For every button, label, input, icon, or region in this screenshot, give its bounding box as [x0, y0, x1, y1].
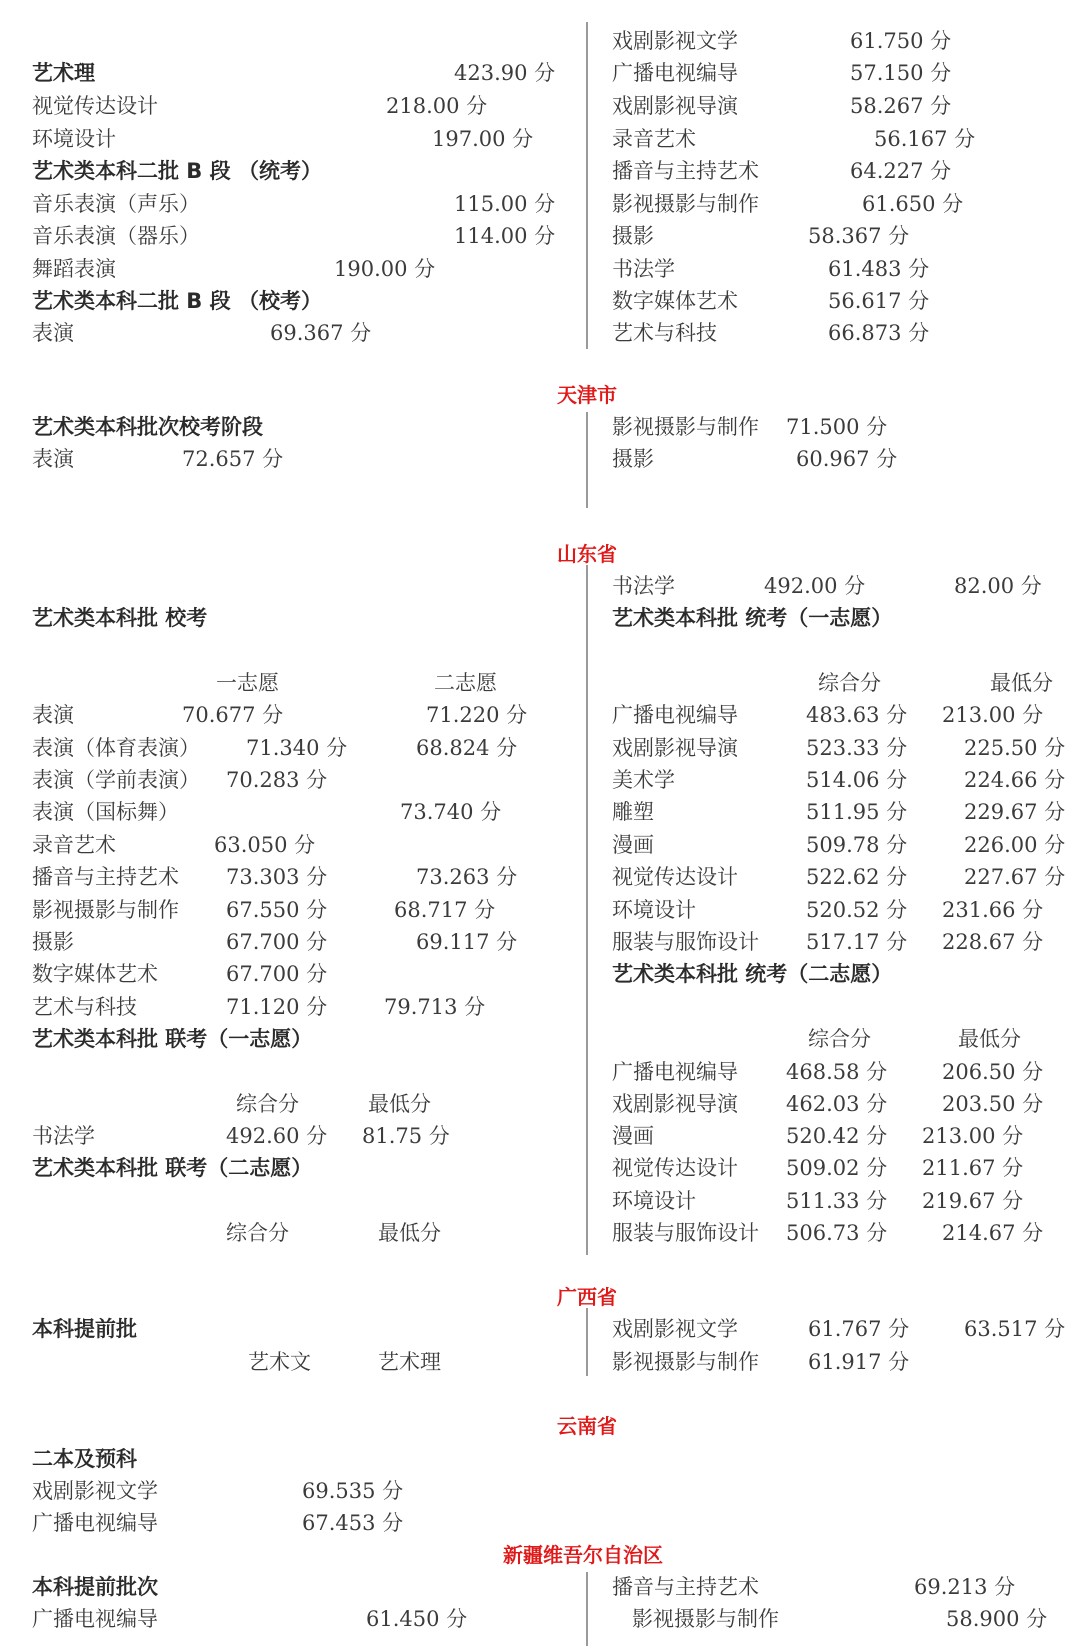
row-second: 68.717 分 — [394, 898, 496, 922]
row-label: 戏剧影视文学 — [32, 1479, 158, 1503]
row-total: 523.33 分 — [806, 736, 908, 760]
column-header: 综合分 — [818, 671, 881, 695]
column-divider-top — [586, 22, 588, 349]
row-label: 录音艺术 — [32, 833, 116, 857]
row-label: 摄影 — [32, 930, 74, 954]
column-divider-xinjiang — [586, 1572, 588, 1646]
row-min: 229.67 分 — [964, 800, 1066, 824]
section-heading: 艺术类本科批 统考（一志愿） — [612, 606, 893, 630]
row-total: 522.62 分 — [806, 865, 908, 889]
row-total: 511.95 分 — [806, 800, 908, 824]
section-heading: 艺术类本科批 联考（二志愿） — [32, 1156, 313, 1180]
row-label: 表演 — [32, 447, 74, 471]
row-label: 影视摄影与制作 — [612, 192, 759, 216]
row-score: 66.873 分 — [828, 321, 930, 345]
row-score: 69.367 分 — [270, 321, 372, 345]
row-score: 58.367 分 — [808, 224, 910, 248]
section-heading: 艺术类本科批 校考 — [32, 606, 208, 630]
row-label: 戏剧影视导演 — [612, 94, 738, 118]
row-label: 戏剧影视导演 — [612, 736, 738, 760]
row-label: 美术学 — [612, 768, 675, 792]
column-header: 最低分 — [958, 1027, 1021, 1051]
art-science-score: 423.90 分 — [454, 61, 556, 85]
row-second: 73.263 分 — [416, 865, 518, 889]
row-first: 73.303 分 — [226, 865, 328, 889]
row-total: 506.73 分 — [786, 1221, 888, 1245]
column-header: 二志愿 — [434, 671, 497, 695]
row-label: 视觉传达设计 — [32, 94, 158, 118]
row-first: 67.550 分 — [226, 898, 328, 922]
row-score: 61.750 分 — [850, 29, 952, 53]
row-first: 67.700 分 — [226, 930, 328, 954]
region-title-yunnan: 云南省 — [557, 1414, 617, 1438]
row-label: 广播电视编导 — [32, 1607, 158, 1631]
row-label: 环境设计 — [612, 1189, 696, 1213]
row-label: 播音与主持艺术 — [32, 865, 179, 889]
row-label: 服装与服饰设计 — [612, 930, 759, 954]
row-total: 483.63 分 — [806, 703, 908, 727]
row-label: 播音与主持艺术 — [612, 1575, 759, 1599]
column-header: 艺术文 — [248, 1350, 311, 1374]
row-label: 录音艺术 — [612, 127, 696, 151]
row-label: 戏剧影视文学 — [612, 29, 738, 53]
row-label: 影视摄影与制作 — [612, 1350, 759, 1374]
row-min: 224.66 分 — [964, 768, 1066, 792]
region-title-guangxi: 广西省 — [557, 1285, 617, 1309]
row-score: 56.167 分 — [874, 127, 976, 151]
row-label: 视觉传达设计 — [612, 1156, 738, 1180]
row-total: 517.17 分 — [806, 930, 908, 954]
row-label: 雕塑 — [612, 800, 654, 824]
row-score: 60.967 分 — [796, 447, 898, 471]
region-title-shandong: 山东省 — [557, 542, 617, 566]
row-min: 219.67 分 — [922, 1189, 1024, 1213]
row-label: 视觉传达设计 — [612, 865, 738, 889]
row-score: 56.617 分 — [828, 289, 930, 313]
row-label: 表演（学前表演） — [32, 768, 200, 792]
row-label: 艺术与科技 — [612, 321, 717, 345]
row-label: 数字媒体艺术 — [612, 289, 738, 313]
row-label: 书法学 — [612, 257, 675, 281]
row-label: 广播电视编导 — [612, 703, 738, 727]
row-label: 环境设计 — [612, 898, 696, 922]
row-label: 环境设计 — [32, 127, 116, 151]
column-header: 综合分 — [236, 1092, 299, 1116]
row-sci: 63.517 分 — [964, 1317, 1066, 1341]
column-divider-guangxi — [586, 1308, 588, 1376]
row-label: 播音与主持艺术 — [612, 159, 759, 183]
row-min: 226.00 分 — [964, 833, 1066, 857]
row-arts: 61.767 分 — [808, 1317, 910, 1341]
row-label: 戏剧影视导演 — [612, 1092, 738, 1116]
row-first: 67.700 分 — [226, 962, 328, 986]
row-first: 71.340 分 — [246, 736, 348, 760]
column-header: 艺术理 — [378, 1350, 441, 1374]
row-score: 61.450 分 — [366, 1607, 468, 1631]
row-arts: 61.917 分 — [808, 1350, 910, 1374]
row-first: 63.050 分 — [214, 833, 316, 857]
row-total: 520.52 分 — [806, 898, 908, 922]
row-total: 492.60 分 — [226, 1124, 328, 1148]
section-heading: 艺术类本科批 联考（一志愿） — [32, 1027, 313, 1051]
row-total: 520.42 分 — [786, 1124, 888, 1148]
row-label: 书法学 — [32, 1124, 95, 1148]
row-min: 231.66 分 — [942, 898, 1044, 922]
row-min: 213.00 分 — [922, 1124, 1024, 1148]
row-total: 492.00 分 — [764, 574, 866, 598]
row-second: 79.713 分 — [384, 995, 486, 1019]
section-heading: 艺术类本科批次校考阶段 — [32, 415, 263, 439]
section-heading: 二本及预科 — [32, 1447, 137, 1471]
section-heading: 本科提前批 — [32, 1317, 137, 1341]
row-label: 书法学 — [612, 574, 675, 598]
row-score: 57.150 分 — [850, 61, 952, 85]
row-score: 67.453 分 — [302, 1511, 404, 1535]
row-min: 214.67 分 — [942, 1221, 1044, 1245]
row-min: 203.50 分 — [942, 1092, 1044, 1116]
row-min: 82.00 分 — [954, 574, 1042, 598]
column-header: 综合分 — [226, 1221, 289, 1245]
row-label: 广播电视编导 — [612, 1060, 738, 1084]
row-label: 摄影 — [612, 447, 654, 471]
row-score: 58.267 分 — [850, 94, 952, 118]
column-header: 最低分 — [368, 1092, 431, 1116]
row-second: 68.824 分 — [416, 736, 518, 760]
row-min: 227.67 分 — [964, 865, 1066, 889]
art-science-label: 艺术理 — [32, 61, 95, 85]
row-label: 广播电视编导 — [32, 1511, 158, 1535]
row-label: 摄影 — [612, 224, 654, 248]
row-label: 漫画 — [612, 1124, 654, 1148]
row-first: 70.677 分 — [182, 703, 284, 727]
section-heading: 艺术类本科批 统考（二志愿） — [612, 962, 893, 986]
row-label: 舞蹈表演 — [32, 257, 116, 281]
row-first: 71.120 分 — [226, 995, 328, 1019]
row-min: 211.67 分 — [922, 1156, 1024, 1180]
section-heading: 艺术类本科二批 B 段 （统考） — [32, 159, 322, 183]
row-score: 218.00 分 — [386, 94, 488, 118]
row-total: 468.58 分 — [786, 1060, 888, 1084]
row-total: 509.02 分 — [786, 1156, 888, 1180]
row-label: 漫画 — [612, 833, 654, 857]
row-score: 64.227 分 — [850, 159, 952, 183]
row-score: 72.657 分 — [182, 447, 284, 471]
row-first: 70.283 分 — [226, 768, 328, 792]
row-score: 61.483 分 — [828, 257, 930, 281]
row-score: 61.650 分 — [862, 192, 964, 216]
row-min: 228.67 分 — [942, 930, 1044, 954]
row-label: 影视摄影与制作 — [32, 898, 179, 922]
row-min: 225.50 分 — [964, 736, 1066, 760]
row-label: 表演 — [32, 321, 74, 345]
row-score: 197.00 分 — [432, 127, 534, 151]
row-label: 服装与服饰设计 — [612, 1221, 759, 1245]
row-score: 190.00 分 — [334, 257, 436, 281]
section-heading: 本科提前批次 — [32, 1575, 158, 1599]
row-score: 69.213 分 — [914, 1575, 1016, 1599]
column-header: 综合分 — [808, 1027, 871, 1051]
row-label: 音乐表演（声乐） — [32, 192, 200, 216]
row-label: 表演 — [32, 703, 74, 727]
column-header: 最低分 — [990, 671, 1053, 695]
row-score: 115.00 分 — [454, 192, 556, 216]
row-second: 73.740 分 — [400, 800, 502, 824]
row-label: 艺术与科技 — [32, 995, 137, 1019]
row-total: 511.33 分 — [786, 1189, 888, 1213]
column-header: 最低分 — [378, 1221, 441, 1245]
row-score: 114.00 分 — [454, 224, 556, 248]
row-min: 206.50 分 — [942, 1060, 1044, 1084]
row-score: 58.900 分 — [946, 1607, 1048, 1631]
column-divider-shandong — [586, 565, 588, 1255]
row-label: 影视摄影与制作 — [632, 1607, 779, 1631]
column-divider-tianjin — [586, 412, 588, 508]
region-title-tianjin: 天津市 — [557, 383, 617, 407]
row-label: 戏剧影视文学 — [612, 1317, 738, 1341]
row-label: 音乐表演（器乐） — [32, 224, 200, 248]
column-header: 一志愿 — [216, 671, 279, 695]
row-label: 影视摄影与制作 — [612, 415, 759, 439]
row-min: 81.75 分 — [362, 1124, 450, 1148]
row-total: 509.78 分 — [806, 833, 908, 857]
row-total: 514.06 分 — [806, 768, 908, 792]
row-total: 462.03 分 — [786, 1092, 888, 1116]
row-label: 表演（国标舞） — [32, 800, 179, 824]
row-label: 表演（体育表演） — [32, 736, 200, 760]
row-min: 213.00 分 — [942, 703, 1044, 727]
row-second: 69.117 分 — [416, 930, 518, 954]
row-score: 69.535 分 — [302, 1479, 404, 1503]
row-score: 71.500 分 — [786, 415, 888, 439]
region-title-xinjiang: 新疆维吾尔自治区 — [503, 1543, 663, 1567]
row-label: 数字媒体艺术 — [32, 962, 158, 986]
row-second: 71.220 分 — [426, 703, 528, 727]
row-label: 广播电视编导 — [612, 61, 738, 85]
section-heading: 艺术类本科二批 B 段 （校考） — [32, 289, 322, 313]
